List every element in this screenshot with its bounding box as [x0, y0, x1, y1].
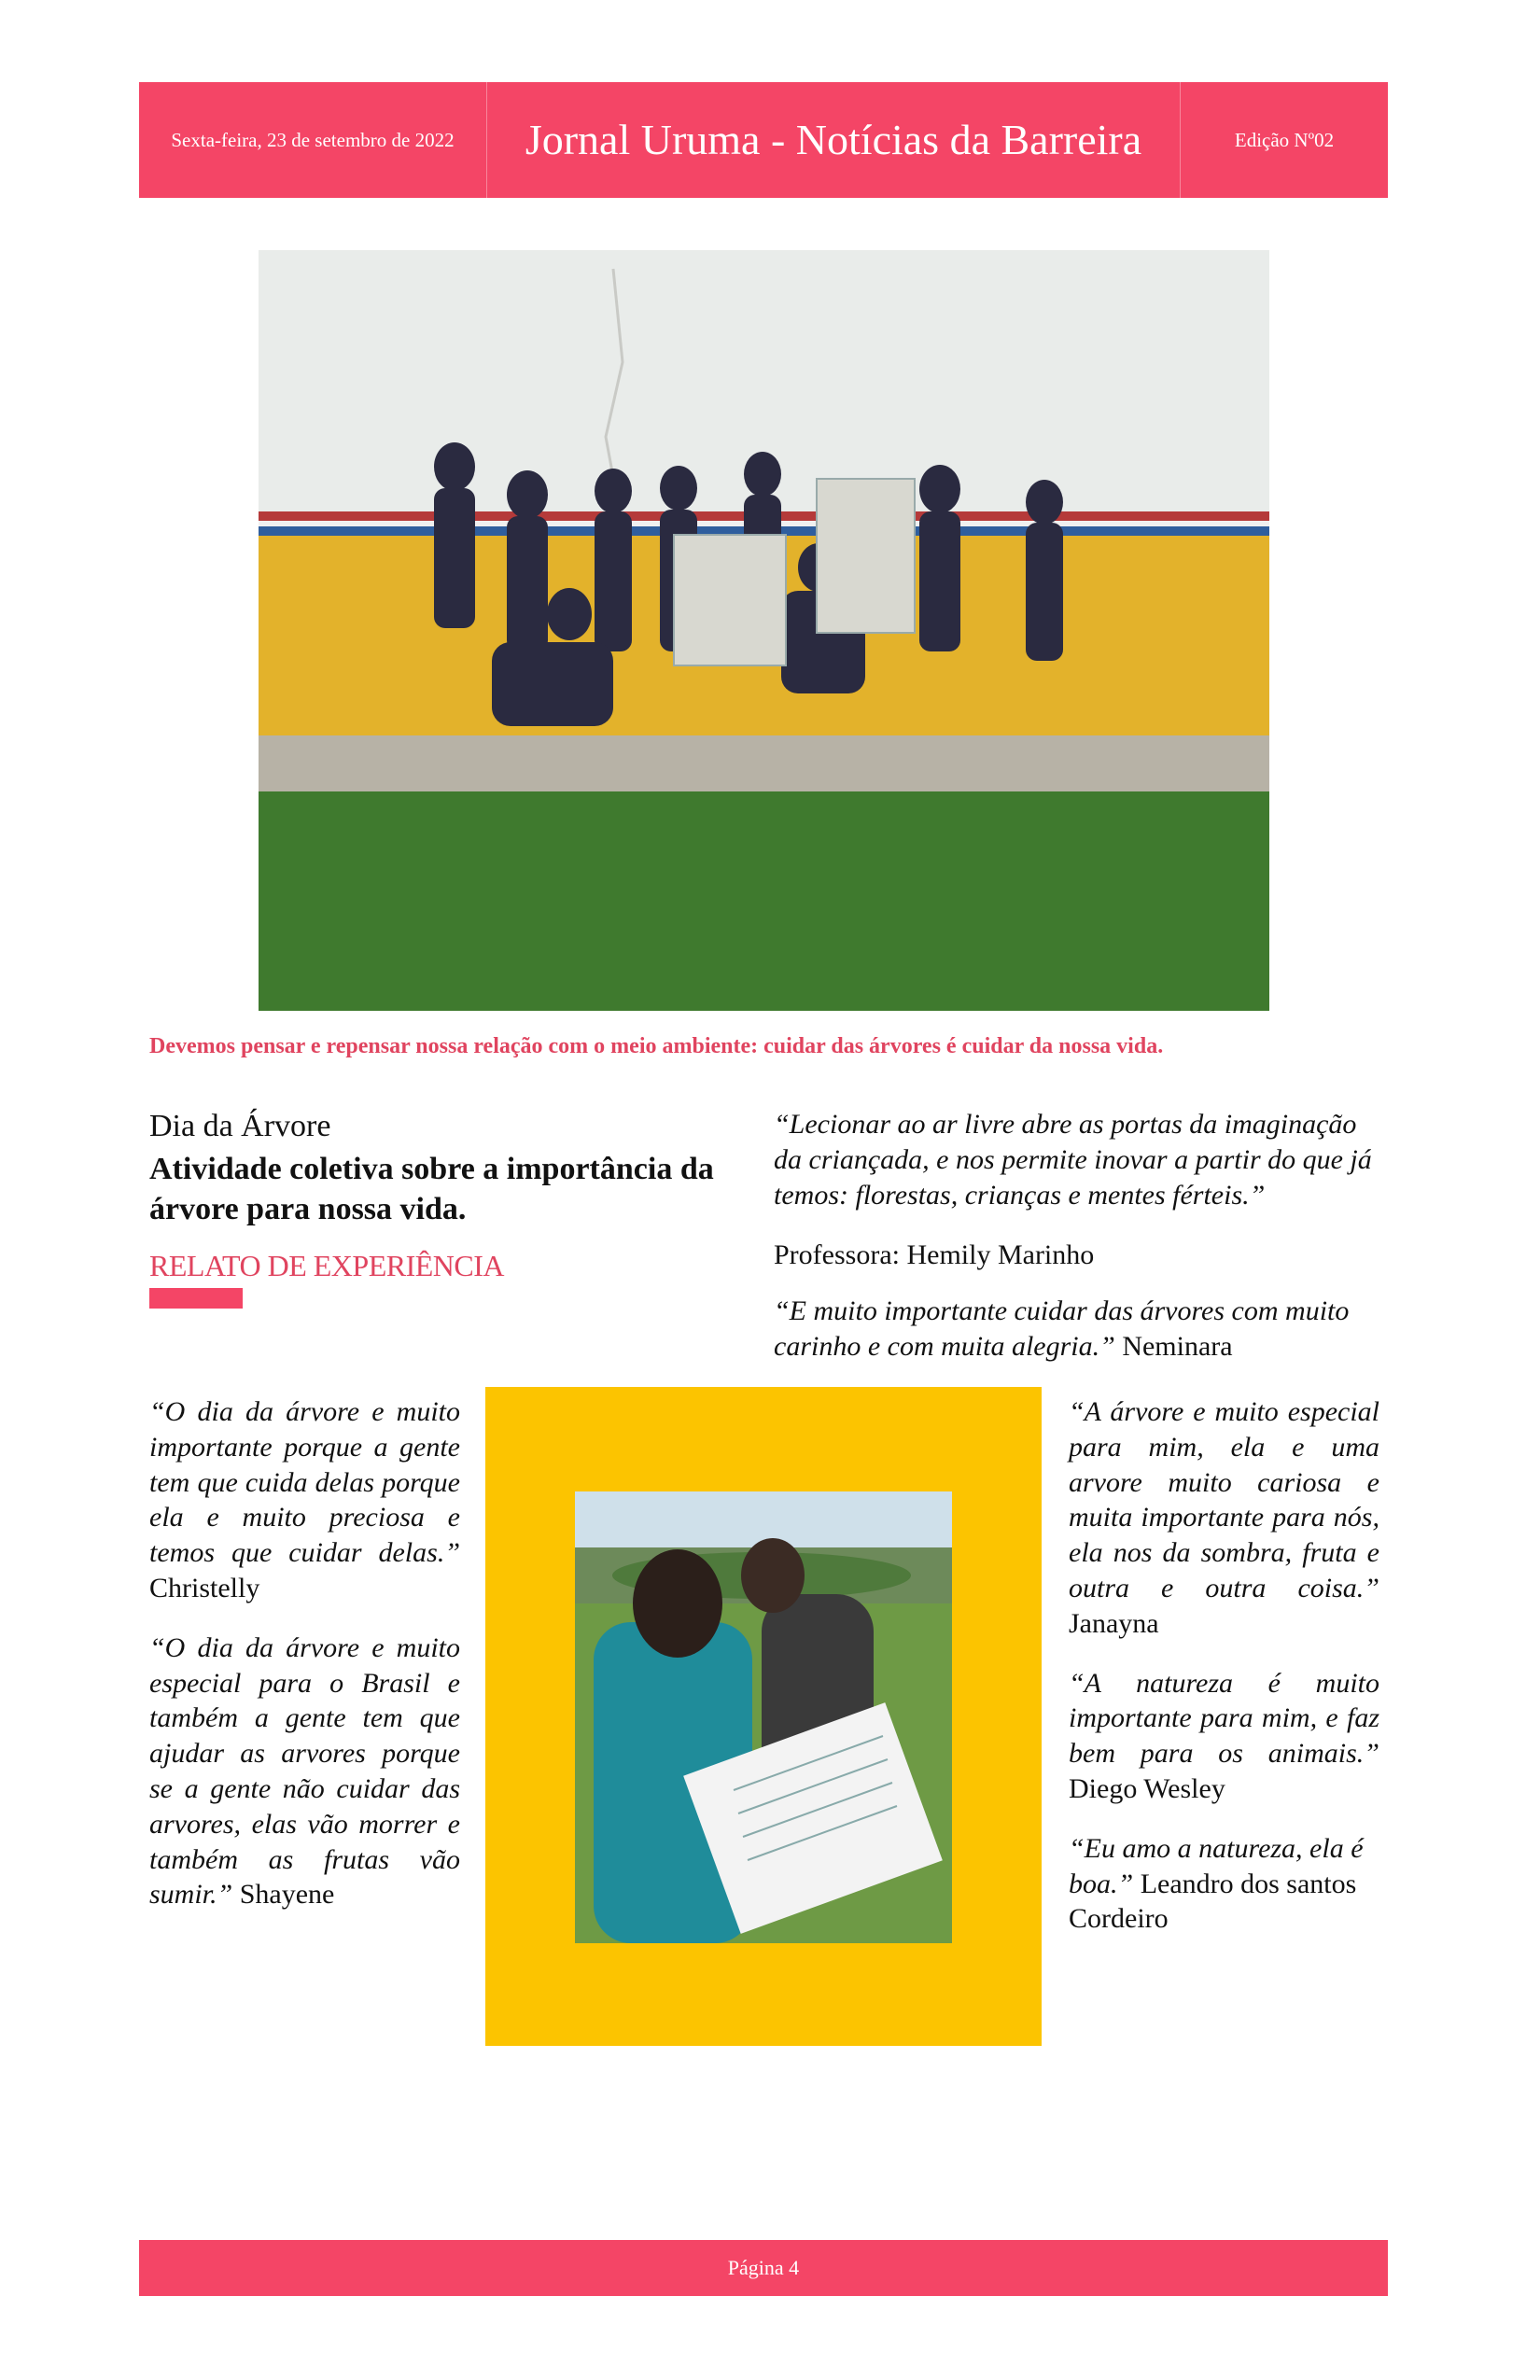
quote-text: “A natureza é muito importante para mim, e faz bem para os animais.”	[1069, 1667, 1379, 1770]
teacher-quote: “Lecionar ao ar livre abre as portas da imaginação da criançada, e nos permite inovar a partir do que já temos: florestas, crianças e mentes férteis.”	[774, 1109, 1372, 1211]
photo-caption: Devemos pensar e repensar nossa relação com o meio ambiente: cuidar das árvores é cuidar da nossa vida.	[149, 1034, 1164, 1058]
group-photo-illustration	[259, 250, 1269, 1011]
quote-author: Diego Wesley	[1069, 1772, 1225, 1804]
quote-text: “O dia da árvore e muito especial para o Brasil e também a gente tem que ajudar as arvores porque se a gente não cuidar das arvores, elas vão morrer e também as frutas vão sumir.”	[149, 1631, 460, 1911]
quote-item	[1069, 1831, 1379, 1937]
girls-writing-photo	[575, 1491, 952, 1943]
article-subhead: RELATO DE EXPERIÊNCIA	[149, 1249, 504, 1282]
quote-text: “O dia da árvore e muito importante porque a gente tem que cuida delas porque ela e muito preciosa e temos que cuidar delas.”	[149, 1396, 460, 1569]
teacher-name: Professora: Hemily Marinho	[774, 1239, 1095, 1270]
section-label: Dia da Árvore	[149, 1109, 331, 1143]
quote-item	[149, 1394, 460, 1606]
quote-author: Leandro dos santos Cordeiro	[1069, 1868, 1357, 1935]
edition-number: Edição Nº02	[1234, 128, 1335, 151]
quote-text: “Eu amo a natureza, ela é boa.”	[1069, 1832, 1364, 1899]
right-quotes-column	[1069, 1394, 1379, 1961]
accent-bar	[149, 1288, 243, 1309]
group-photo	[259, 250, 1269, 1011]
neminara-quote	[774, 1294, 1390, 1365]
quote-author: Shayene	[239, 1879, 335, 1911]
quote-author: Neminara	[1122, 1330, 1233, 1362]
page-number: Página 4	[727, 2256, 800, 2279]
quote-item	[149, 1631, 460, 1912]
page-footer	[139, 2240, 1388, 2296]
quote-text: “A árvore e muito especial para mim, ela e uma arvore muito cariosa e muita importante para nós, ela nos da sombra, fruta e outra e outra coisa.”	[1069, 1396, 1379, 1603]
quote-author: Janayna	[1069, 1607, 1159, 1639]
quote-item	[1069, 1666, 1379, 1807]
girls-writing-illustration	[575, 1491, 952, 1943]
article-headline: Atividade coletiva sobre a importância da árvore para nossa vida.	[149, 1152, 714, 1226]
issue-date: Sexta-feira, 23 de setembro de 2022	[171, 128, 455, 151]
quote-text: “E muito importante cuidar das árvores com muito carinho e com muita alegria.”	[774, 1295, 1350, 1362]
quote-item	[1069, 1394, 1379, 1642]
quote-author: Christelly	[149, 1572, 260, 1603]
newspaper-title: Jornal Uruma - Notícias da Barreira	[486, 82, 1181, 198]
left-quotes-column	[149, 1394, 460, 1937]
masthead	[139, 82, 1388, 198]
